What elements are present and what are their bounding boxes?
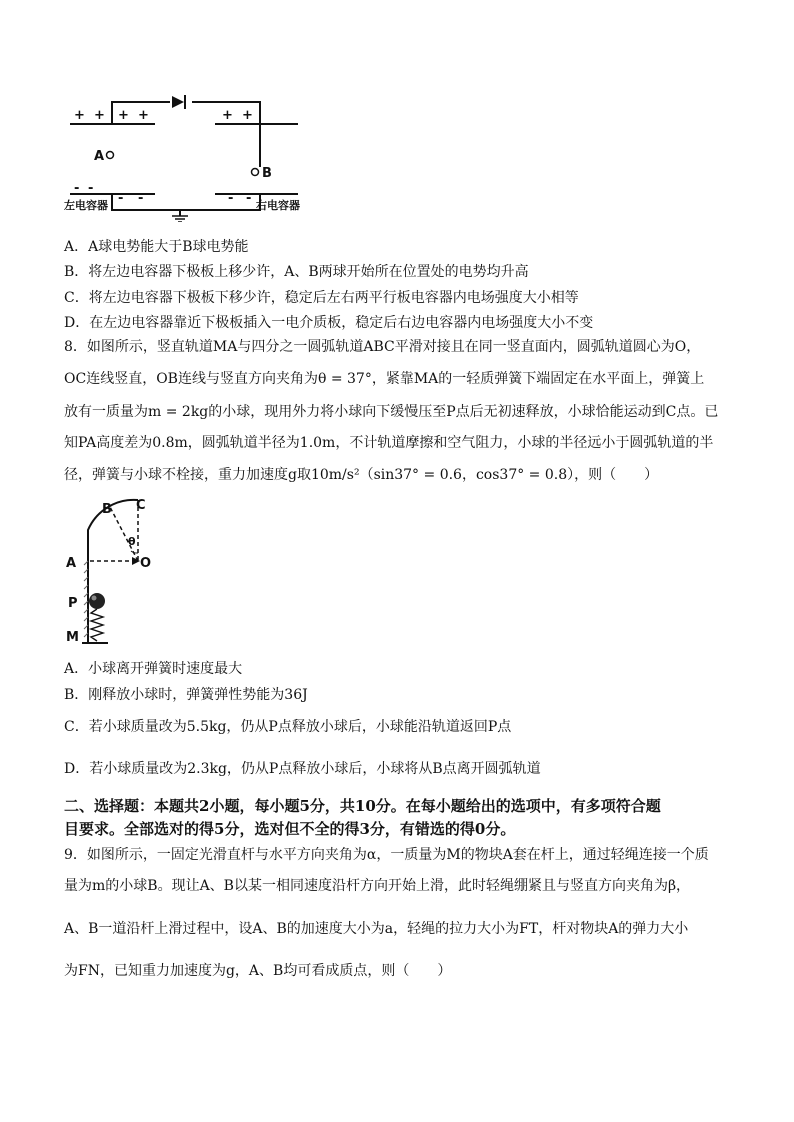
plus-sign: + bbox=[74, 108, 85, 123]
q8-text-line: 径，弹簧与小球不栓接，重力加速度g取10m/s²（sin37° = 0.6，cos37° = 0.8），则（ ） bbox=[64, 467, 659, 483]
point-a-label: A bbox=[66, 556, 77, 571]
section-heading: 二、选择题：本题共2小题，每小题5分，共10分。在每小题给出的选项中，有多项符合题 bbox=[64, 797, 661, 815]
minus-sign: - bbox=[118, 191, 124, 206]
q7-option-d: D．在左边电容器靠近下极板插入一电介质板，稳定后右边电容器内电场强度大小不变 bbox=[64, 315, 594, 331]
q8-text-line: 放有一质量为m = 2kg的小球，现用外力将小球向下缓慢压至P点后无初速释放，小球恰能运动到C点。已 bbox=[64, 404, 719, 420]
point-p-label: P bbox=[68, 596, 78, 611]
diode-icon bbox=[172, 95, 185, 109]
q7-option-c: C．将左边电容器下极板下移少许，稳定后左右两平行板电容器内电场强度大小相等 bbox=[64, 290, 579, 306]
minus-sign: - bbox=[74, 181, 80, 196]
ball-b bbox=[252, 169, 259, 176]
right-capacitor-caption: 右电容器 bbox=[256, 199, 300, 212]
q8-text-line: 8．如图所示，竖直轨道MA与四分之一圆弧轨道ABC平滑对接且在同一竖直面内，圆弧轨道圆心为O， bbox=[64, 339, 701, 355]
spring-icon bbox=[91, 609, 103, 641]
plus-sign: + bbox=[138, 108, 149, 123]
plus-sign: + bbox=[94, 108, 105, 123]
capacitor-circuit-figure bbox=[60, 92, 310, 222]
minus-sign: - bbox=[138, 191, 144, 206]
q8-option-d: D．若小球质量改为2.3kg，仍从P点释放小球后，小球将从B点离开圆弧轨道 bbox=[64, 761, 541, 777]
minus-sign: - bbox=[228, 191, 234, 206]
ball-a-label: A bbox=[94, 149, 105, 164]
q8-option-a: A．小球离开弹簧时速度最大 bbox=[64, 661, 243, 677]
plus-sign: + bbox=[118, 108, 129, 123]
q8-text-line: OC连线竖直，OB连线与竖直方向夹角为θ = 37°，紧靠MA的一轻质弹簧下端固定在水平面上，弹簧上 bbox=[64, 371, 705, 387]
q9-text-line: 为FN，已知重力加速度为g，A、B均可看成质点，则（ ） bbox=[64, 963, 452, 979]
point-b-label: B bbox=[102, 502, 112, 517]
point-c-label: C bbox=[136, 498, 146, 513]
q8-option-c: C．若小球质量改为5.5kg，仍从P点释放小球后，小球能沿轨道返回P点 bbox=[64, 719, 512, 735]
point-o-label: O bbox=[140, 556, 152, 571]
q9-text-line: 量为m的小球B。现让A、B以某一相同速度沿杆方向开始上滑，此时轻绳绷紧且与竖直方向夹角为β， bbox=[64, 878, 691, 894]
ball-a bbox=[107, 152, 114, 159]
ground-icon bbox=[172, 216, 188, 222]
track-spring-figure bbox=[60, 495, 170, 645]
q8-text-line: 知PA高度差为0.8m，圆弧轨道半径为1.0m，不计轨道摩擦和空气阻力，小球的半径远小于圆弧轨道的半 bbox=[64, 435, 714, 451]
minus-sign: - bbox=[88, 181, 94, 196]
plus-sign: + bbox=[242, 108, 253, 123]
q7-option-b: B．将左边电容器下极板上移少许，A、B两球开始所在位置处的电势均升高 bbox=[64, 264, 529, 280]
q9-text-line: A、B一道沿杆上滑过程中，设A、B的加速度大小为a，轻绳的拉力大小为FT，杆对物块A的弹力大小 bbox=[64, 921, 689, 937]
plus-sign: + bbox=[222, 108, 233, 123]
q9-text-line: 9．如图所示，一固定光滑直杆与水平方向夹角为α，一质量为M的物块A套在杆上，通过轻绳连接一个质 bbox=[64, 847, 709, 863]
theta-label: θ bbox=[128, 535, 136, 548]
section-heading: 目要求。全部选对的得5分，选对但不全的得3分，有错选的得0分。 bbox=[64, 820, 516, 838]
left-capacitor-caption: 左电容器 bbox=[64, 199, 108, 212]
minus-sign: - bbox=[246, 191, 252, 206]
q8-option-b: B．刚释放小球时，弹簧弹性势能为36J bbox=[64, 687, 308, 703]
ball bbox=[89, 593, 105, 609]
q7-option-a: A．A球电势能大于B球电势能 bbox=[64, 239, 249, 255]
point-m-label: M bbox=[66, 630, 79, 645]
ball-b-label: B bbox=[262, 166, 272, 181]
